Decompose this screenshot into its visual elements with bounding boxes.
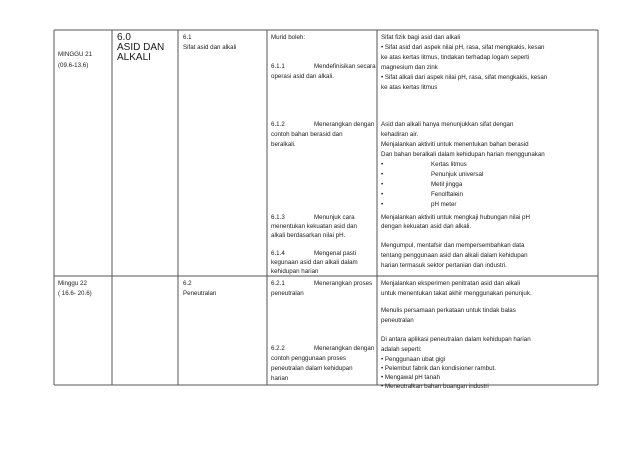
indicator-item: • pH meter [381,201,457,208]
notes-text: Menjalankan aktiviti untuk menentukan bahan berasid [381,141,529,148]
outcomes-intro: Murid boleh: [271,34,306,41]
notes-text: kehadiran air. [381,131,419,138]
use-item: • Mengawal pH tanah [381,374,440,381]
unit-number: 6.0 [117,32,131,43]
unit-title-line-2: ALKALI [117,52,151,63]
notes-text: Asid dan alkali hanya menunjukkan sifat dengan [381,121,514,128]
outcome-text: kehidupan harian [271,268,319,275]
indicator-item: • Fenolftalein [381,191,463,198]
outcome-text: Menunjuk cara [314,214,355,221]
notes-text: • Sifat alkali dari aspek nilai pH, rasa, sifat mengkakis, kesan [381,74,548,81]
outcome-text: contoh bahan berasid dan [271,131,343,138]
use-item: • Meneutralkan bahan buangan industri [381,383,489,390]
use-item: • Pelembut fabrik dan kondisioner rambut. [381,365,496,372]
indicator-item: • Penunjuk universal [381,171,484,178]
topic-title: Sifat asid dan alkali [183,44,237,51]
notes-text: Menulis persamaan perkataan untuk tindak balas [381,307,516,314]
notes-text: Menjalankan aktiviti untuk mengkaji hubungan nilai pH [381,214,530,221]
notes-text: tentang penggunaan asid dan alkali dalam kehidupan [381,252,528,259]
week-dates: ( 16.6- 20.6) [58,290,92,297]
topic-title: Peneutralan [183,290,217,297]
outcome-number: 6.1.4 [271,250,285,257]
notes-text: ke atas kertas litmus [381,84,438,91]
outcome-text: harian [271,375,289,382]
notes-text: Dan bahan beralkali dalam kehidupan harian menggunakan [381,151,545,158]
outcome-text: Menerangkan dengan [314,345,375,352]
outcome-text: alkali berdasarkan nilai pH. [271,232,346,239]
outcome-text: Mendefinisikan secara [314,63,376,70]
outcome-number: 6.2.1 [271,280,285,287]
notes-text: harian termasuk sektor pertanian dan industri. [381,262,507,269]
notes-text: peneutralan [381,317,414,324]
topic-number: 6.2 [183,280,192,287]
outcome-text: Mengenal pasti [314,250,356,257]
indicator-item: • Metil jingga [381,181,463,188]
outcome-number: 6.2.2 [271,345,285,352]
outcome-number: 6.1.3 [271,214,285,221]
notes-text: Di antara aplikasi peneutralan dalam kehidupan harian [381,336,531,343]
outcome-text: menentukan kekuatan asid dan [271,223,357,230]
outcome-text: kegunaan asid dan alkali dalam [271,259,358,266]
use-item: • Penggunaan ubat gigi [381,356,446,363]
indicator-item: • Kertas litmus [381,161,467,168]
notes-text: Sifat fizik bagi asid dan alkali [381,34,461,41]
topic-number: 6.1 [183,34,192,41]
outcome-text: beralkali. [271,141,296,148]
notes-text: ke atas kertas litmus, tindakan terhadap logam seperti [381,54,530,61]
notes-text: Mengumpul, mentafsir dan mempersembahkan data [381,242,525,249]
outcome-text: peneutralan dalam kehidupan [271,365,353,372]
week-dates: (09.6-13.6) [58,62,89,69]
notes-text: magnesium dan zink [381,64,438,71]
outcome-text: contoh penggunaan proses [271,355,346,362]
notes-text: Menjalankan eksperimen penitratan asid dan alkali [381,280,520,287]
notes-text: adalah seperti: [381,346,422,353]
outcome-text: Menerangkan dengan [314,121,375,128]
outcome-text: operasi asid dan alkali. [271,73,334,80]
unit-title-line-1: ASID DAN [117,42,165,53]
outcome-number: 6.1.1 [271,63,285,70]
week-label: MINGGU 21 [58,51,93,58]
notes-text: untuk menentukan takat akhir menggunakan penunjuk. [381,290,532,297]
notes-text: dengan kekuatan asid dan alkali. [381,223,472,230]
outcome-text: peneutralan [271,290,304,297]
notes-text: • Sifat asid dari aspek nilai pH, rasa, sifat mengkakis, kesan [381,44,545,51]
outcome-text: Menerangkan proses [314,280,373,287]
outcome-number: 6.1.2 [271,121,285,128]
week-label: Minggu 22 [58,280,87,287]
